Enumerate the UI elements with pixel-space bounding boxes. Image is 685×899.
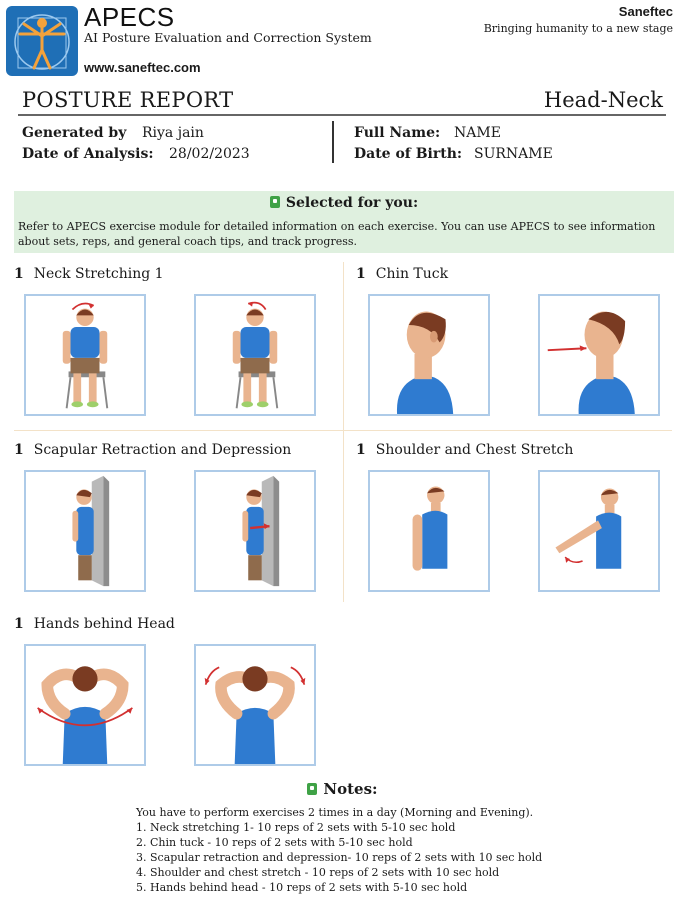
exercise-count: 1	[14, 442, 24, 458]
exercise-name: Shoulder and Chest Stretch	[375, 442, 574, 458]
date-of-birth-label: Date of Birth:	[354, 146, 463, 162]
notes-line: You have to perform exercises 2 times in a day (Morning and Evening).	[136, 806, 534, 819]
notes-line: 1. Neck stretching 1- 10 reps of 2 sets with 5-10 sec hold	[136, 821, 456, 834]
apecs-logo	[6, 6, 78, 76]
exercise-name: Chin Tuck	[375, 266, 449, 282]
exercise-title-hands-behind-head	[14, 616, 175, 632]
exercise-title-chin-tuck	[356, 266, 448, 282]
company-name: Saneftec	[618, 4, 673, 19]
notes-body	[136, 805, 542, 895]
date-of-birth-value: SURNAME	[474, 146, 553, 162]
selected-for-you-panel	[14, 191, 674, 253]
exercise-count: 1	[356, 266, 366, 282]
grid-divider-vertical	[343, 262, 344, 602]
date-of-analysis-label: Date of Analysis:	[22, 146, 154, 162]
generated-by-value: Riya jain	[142, 125, 204, 141]
clipboard-icon	[307, 783, 317, 795]
report-title: POSTURE REPORT	[22, 88, 234, 112]
notes-line: 3. Scapular retraction and depression- 10 reps of 2 sets with 10 sec hold	[136, 851, 543, 864]
exercise-name: Scapular Retraction and Depression	[33, 442, 292, 458]
selected-title-text: Selected for you:	[285, 195, 419, 211]
full-name-label: Full Name:	[354, 125, 441, 141]
exercise-image-scapular-2	[194, 470, 316, 592]
exercise-title-neck-stretching	[14, 266, 164, 282]
exercise-count: 1	[356, 442, 366, 458]
exercise-image-shoulder-chest-1	[368, 470, 490, 592]
header-divider	[18, 114, 666, 116]
notes-line: 5. Hands behind head - 10 reps of 2 sets with 5-10 sec hold	[136, 881, 468, 894]
notes-line: 2. Chin tuck - 10 reps of 2 sets with 5-10 sec hold	[136, 836, 413, 849]
company-tagline: Bringing humanity to a new stage	[483, 22, 673, 35]
date-of-analysis-value: 28/02/2023	[169, 146, 250, 162]
selected-title	[14, 195, 674, 211]
exercise-image-neck-stretch-2	[194, 294, 316, 416]
notes-line: 4. Shoulder and chest stretch - 10 reps of 2 sets with 10 sec hold	[136, 866, 500, 879]
full-name-value: NAME	[454, 125, 501, 141]
website-link[interactable]: www.saneftec.com	[84, 60, 201, 75]
brand-subtitle: AI Posture Evaluation and Correction System	[84, 30, 372, 45]
exercise-count: 1	[14, 266, 24, 282]
exercise-name: Hands behind Head	[33, 616, 175, 632]
exercise-image-shoulder-chest-2	[538, 470, 660, 592]
exercise-image-hands-behind-head-2	[194, 644, 316, 766]
exercise-name: Neck Stretching 1	[33, 266, 164, 282]
generated-by-label: Generated by	[22, 125, 127, 141]
exercise-title-shoulder-chest	[356, 442, 573, 458]
report-section: Head-Neck	[543, 88, 663, 112]
exercise-image-hands-behind-head-1	[24, 644, 146, 766]
info-divider	[332, 121, 334, 163]
exercise-title-scapular-retraction	[14, 442, 291, 458]
exercise-image-chin-tuck-2	[538, 294, 660, 416]
notes-title-text: Notes:	[323, 780, 378, 798]
brand-name: APECS	[84, 2, 175, 32]
exercise-count: 1	[14, 616, 24, 632]
selected-description: Refer to APECS exercise module for detailed information on each exercise. You can use APECS to see information about sets, reps, and general coach tips, and track progress.	[18, 220, 656, 248]
clipboard-icon	[270, 196, 280, 208]
exercise-image-neck-stretch-1	[24, 294, 146, 416]
notes-title	[0, 780, 685, 798]
exercise-image-scapular-1	[24, 470, 146, 592]
exercise-image-chin-tuck-1	[368, 294, 490, 416]
